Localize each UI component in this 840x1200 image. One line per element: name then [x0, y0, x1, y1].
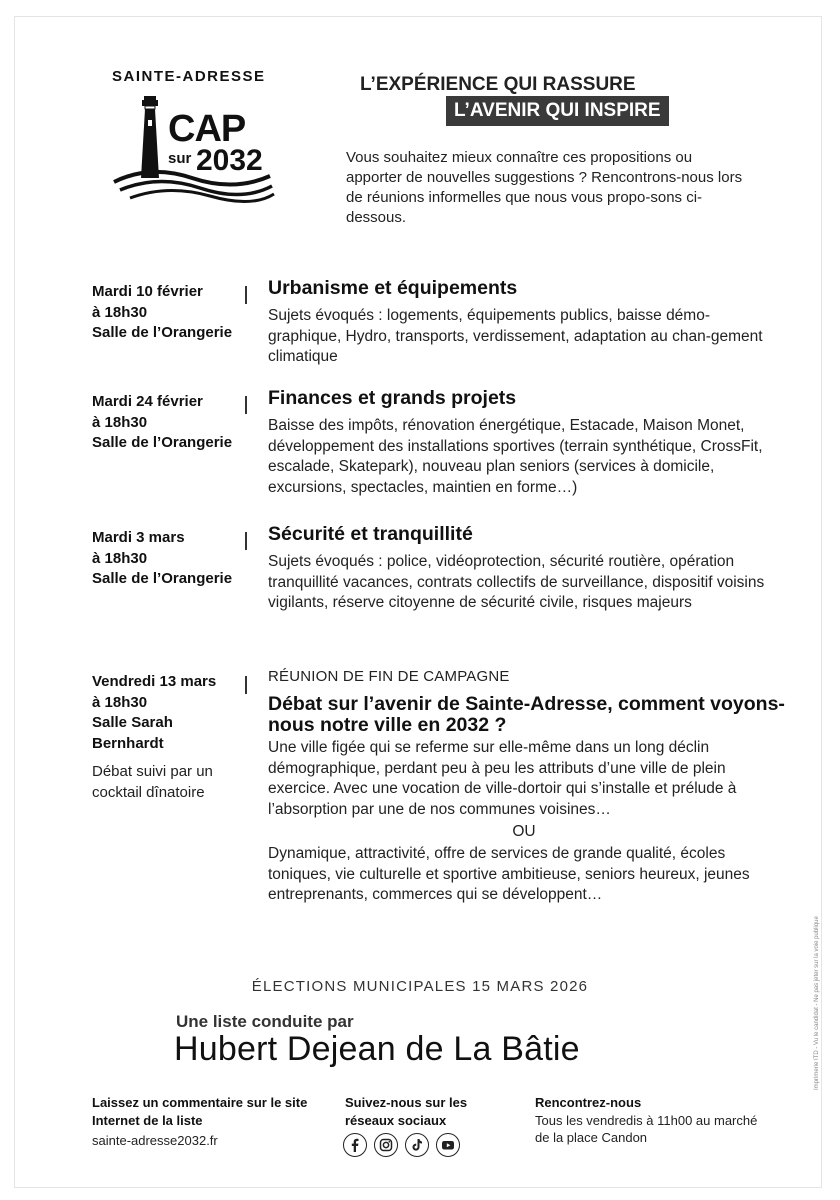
- separator-bar: [245, 532, 247, 550]
- separator-bar: [245, 676, 247, 694]
- meeting-title: Finances et grands projets: [268, 387, 517, 409]
- separator-bar: [245, 396, 247, 414]
- meeting-place: Salle de l’Orangerie: [92, 570, 233, 587]
- meeting-description: Sujets évoqués : police, vidéoprotection, sécurité routière, opération tranquillité vacances, contrats collectifs de surveillance, dispositif voisins vigilants, réserve citoyenne de sécurité civile, risques majeurs: [268, 553, 765, 611]
- meeting-description: Sujets évoqués : logements, équipements publics, baisse démo-graphique, Hydro, transports, verdissement, adaptation au chan-gement climatique: [268, 307, 763, 365]
- meeting-title: Sécurité et tranquillité: [268, 523, 473, 545]
- logo-sur-text: sur: [168, 150, 192, 167]
- youtube-icon[interactable]: [436, 1133, 460, 1157]
- meeting-note: Débat suivi par un cocktail dînatoire: [92, 763, 213, 801]
- footer-meet-text: Tous les vendredis à 11h00 au marché de la place Candon: [535, 1112, 758, 1145]
- scenario-dynamic: Dynamique, attractivité, offre de services de grande qualité, écoles toniques, vie culturelle et sportive ambitieuse, seniors heureux, jeunes entreprenants, commerces qui se développent…: [268, 845, 750, 903]
- meeting-time: à 18h30: [92, 693, 148, 711]
- or-separator: OU: [512, 823, 536, 840]
- footer-meet-column: [535, 1094, 775, 1147]
- meeting-day: Mardi 3 mars: [92, 529, 185, 546]
- meeting-place: Salle Sarah Bernhardt: [92, 714, 173, 752]
- meeting-date: [92, 528, 238, 590]
- meeting-date: [92, 282, 238, 344]
- facebook-icon[interactable]: [343, 1133, 367, 1157]
- candidate-name: Hubert Dejean de La Bâtie: [174, 1030, 580, 1068]
- meeting-place: Salle de l’Orangerie: [92, 434, 233, 451]
- meeting-place: Salle de l’Orangerie: [92, 324, 233, 341]
- list-led-by: Une liste conduite par: [176, 1012, 354, 1031]
- campaign-logo: [110, 68, 300, 208]
- separator-bar: [245, 286, 247, 304]
- meeting-date: [92, 392, 238, 454]
- intro-paragraph: Vous souhaitez mieux connaître ces propositions ou apporter de nouvelles suggestions ? Rencontrons-nous lors de réunions informelles que nous vous propo-sons ci-dessous.: [346, 149, 743, 226]
- logo-year-text: 2032: [196, 144, 263, 177]
- footer-meet-title: Rencontrez-nous: [535, 1095, 642, 1110]
- meeting-kicker: RÉUNION DE FIN DE CAMPAGNE: [268, 668, 510, 685]
- footer-website-column: [92, 1094, 312, 1150]
- tiktok-icon[interactable]: [405, 1133, 429, 1157]
- social-icons: [343, 1133, 460, 1157]
- footer-social-title: Suivez-nous sur les réseaux sociaux: [345, 1095, 468, 1128]
- printer-mention-text: Imprimerie ITD - Vu le candidat - Ne pas jeter sur la voie publique: [814, 916, 820, 1090]
- meeting-day: Vendredi 13 mars: [92, 673, 217, 690]
- scenario-decline: Une ville figée qui se referme sur elle-même dans un long déclin démographique, perdant peu à peu les attributs d’une ville de plein exercice. Avec une vocation de ville-dortoir qui s’installe et prélude à l’absorption par une de nos communes voisines…: [268, 739, 737, 818]
- logo-cap-text: CAP: [168, 108, 246, 150]
- footer-website-title: Laissez un commentaire sur le site Internet de la liste: [92, 1095, 308, 1128]
- meeting-time: à 18h30: [92, 413, 148, 431]
- meeting-date: [92, 672, 238, 754]
- tagline-experience: L’EXPÉRIENCE QUI RASSURE: [360, 74, 636, 95]
- meeting-title: Débat sur l’avenir de Sainte-Adresse, comment voyons-nous notre ville en 2032 ?: [268, 693, 785, 736]
- logo-town-name: SAINTE-ADRESSE: [112, 68, 266, 85]
- footer-social-column: [345, 1094, 505, 1129]
- website-link[interactable]: sainte-adresse2032.fr: [92, 1133, 218, 1148]
- meeting-day: Mardi 24 février: [92, 393, 203, 410]
- meeting-time: à 18h30: [92, 303, 148, 321]
- tagline-future: L’AVENIR QUI INSPIRE: [446, 96, 669, 126]
- meeting-description: Baisse des impôts, rénovation énergétique, Estacade, Maison Monet, développement des installations sportives (terrain synthétique, CrossFit, escalade, Skatepark), nouveau plan seniors (services à domicile, excursions, spectacles, maintien en forme…): [268, 417, 763, 496]
- elections-date: ÉLECTIONS MUNICIPALES 15 MARS 2026: [251, 978, 589, 995]
- meeting-day: Mardi 10 février: [92, 283, 203, 300]
- meeting-time: à 18h30: [92, 549, 148, 567]
- meeting-title: Urbanisme et équipements: [268, 277, 518, 299]
- instagram-icon[interactable]: [374, 1133, 398, 1157]
